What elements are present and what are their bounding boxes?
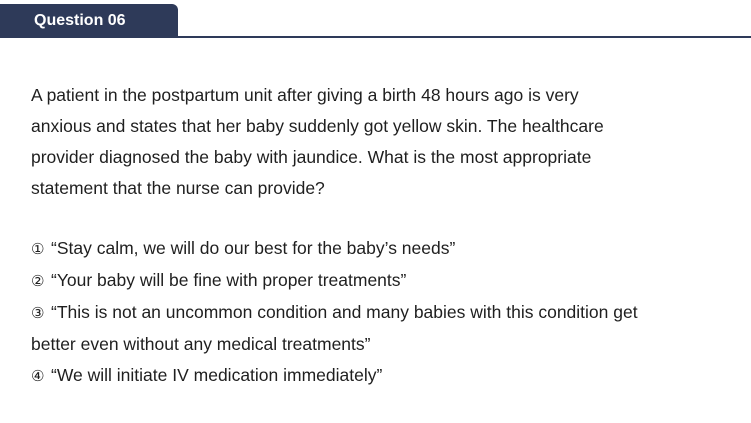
- question-number-tab: Question 06: [0, 4, 178, 37]
- option-text: “Your baby will be fine with proper treatments”: [51, 270, 407, 290]
- question-header: [0, 0, 751, 38]
- answer-option-3: [31, 297, 651, 360]
- answer-options: [31, 233, 651, 392]
- option-number: ④: [31, 368, 45, 385]
- question-text: A patient in the postpartum unit after giving a birth 48 hours ago is very anxious and states that her baby suddenly got yellow skin. The healthcare provider diagnosed the baby with jaundice. What is the most appropriate statement that the nurse can provide?: [31, 85, 604, 198]
- option-text: “This is not an uncommon condition and many babies with this condition get better even without any medical treatments”: [31, 302, 638, 354]
- answer-option-4: [31, 360, 651, 392]
- header-divider: [0, 36, 751, 38]
- option-number: ③: [31, 305, 45, 322]
- option-text: “We will initiate IV medication immediately”: [51, 365, 383, 385]
- option-number: ①: [31, 241, 45, 258]
- option-text: “Stay calm, we will do our best for the baby’s needs”: [51, 238, 456, 258]
- option-number: ②: [31, 273, 45, 290]
- answer-option-2: [31, 265, 651, 297]
- answer-option-1: [31, 233, 651, 265]
